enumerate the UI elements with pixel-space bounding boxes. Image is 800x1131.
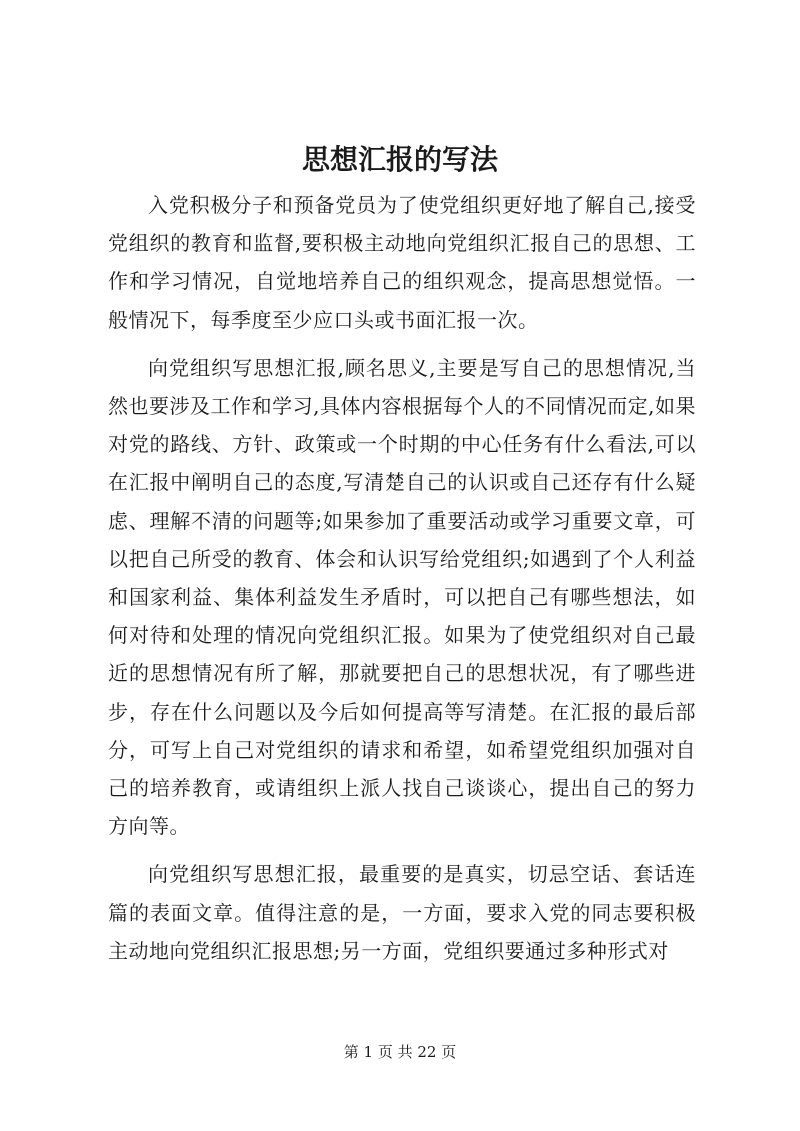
page-number-footer: 第 1 页 共 22 页 [343,1043,457,1061]
paragraph-2: 向党组织写思想汇报,顾名思义,主要是写自己的思想情况,当然也要涉及工作和学习,具体内容根据每个人的不同情况而定,如果对党的路线、方针、政策或一个时期的中心任务有什么看法,可以在汇报中阐明自己的态度,写清楚自己的认识或自己还存有什么疑虑、理解不清的问题等;如果参加了重要活动或学习重要文章，可以把自己所受的教育、体会和认识写给党组织;如遇到了个人利益和国家利益、集体利益发生矛盾时，可以把自己有哪些想法，如何对待和处理的情况向党组织汇报。如果为了使党组织对自己最近的思想情况有所了解，那就要把自己的思想状况，有了哪些进步，存在什么问题以及今后如何提高等写清楚。在汇报的最后部分，可写上自己对党组织的请求和希望，如希望党组织加强对自己的培养教育，或请组织上派人找自己谈谈心，提出自己的努力方向等。 [108,355,696,839]
page-title: 思想汇报的写法 [301,143,498,176]
paragraph-1: 入党积极分子和预备党员为了使党组织更好地了解自己,接受党组织的教育和监督,要积极主动地向党组织汇报自己的思想、工作和学习情况，自觉地培养自己的组织观念，提高思想觉悟。一般情况下，每季度至少应口头或书面汇报一次。 [108,193,696,332]
paragraph-3: 向党组织写思想汇报，最重要的是真实，切忌空话、套话连篇的表面文章。值得注意的是，一方面，要求入党的同志要积极主动地向党组织汇报思想;另一方面，党组织要通过多种形式对 [108,862,696,963]
document-body [108,186,696,980]
